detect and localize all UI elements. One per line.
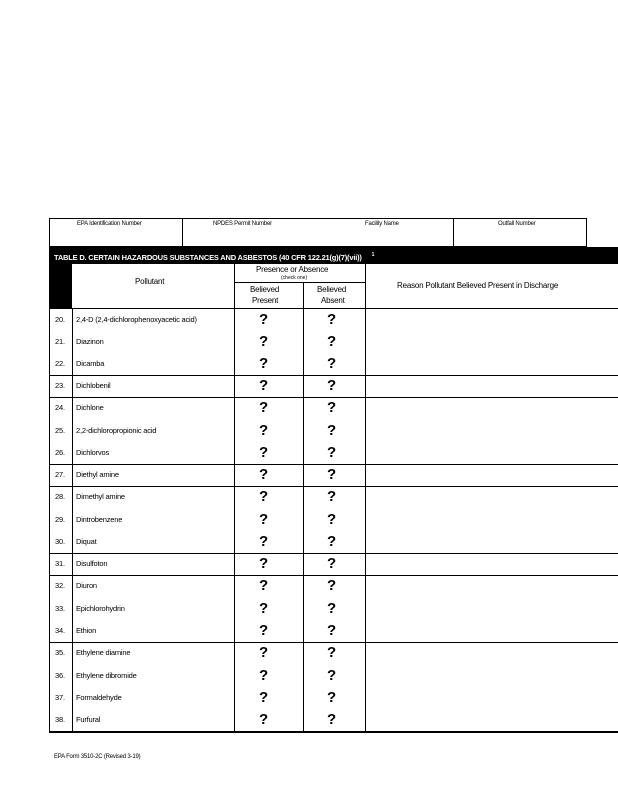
header-believed-present-2: Present: [252, 296, 279, 305]
table-row: [49, 709, 618, 731]
row-number: 21.: [55, 337, 65, 346]
believed-absent-checkbox[interactable]: ?: [327, 667, 336, 684]
table-row: [49, 331, 618, 353]
table-row: [49, 642, 618, 664]
pollutant-name: Diazinon: [76, 337, 104, 346]
row-number: 23.: [55, 381, 65, 390]
table-row: [49, 486, 618, 508]
row-number: 28.: [55, 492, 65, 501]
pollutant-name: Diethyl amine: [76, 470, 119, 479]
believed-absent-checkbox[interactable]: ?: [327, 555, 336, 572]
row-number: 35.: [55, 648, 65, 657]
table-header: [49, 264, 618, 309]
believed-absent-checkbox[interactable]: ?: [327, 488, 336, 505]
table-row: [49, 575, 618, 597]
pollutant-name: Ethion: [76, 626, 97, 635]
believed-present-checkbox[interactable]: ?: [259, 667, 268, 684]
pollutant-name: Epichlorohydrin: [76, 604, 125, 613]
pollutant-name: Dintrobenzene: [76, 515, 123, 524]
believed-present-checkbox[interactable]: ?: [259, 355, 268, 372]
pollutant-name: 2,4-D (2,4-dichlorophenoxyacetic acid): [76, 315, 197, 324]
believed-present-checkbox[interactable]: ?: [259, 711, 268, 728]
header-believed-present-1: Believed: [250, 285, 280, 294]
believed-present-checkbox[interactable]: ?: [259, 311, 268, 328]
pollutant-name: 2,2-dichloropropionic acid: [76, 426, 157, 435]
epa-id-field[interactable]: [50, 219, 182, 246]
table-bottom-border: [49, 731, 618, 733]
believed-absent-checkbox[interactable]: ?: [327, 311, 336, 328]
believed-absent-checkbox[interactable]: ?: [327, 355, 336, 372]
table-row: [49, 665, 618, 687]
header-check-one: (check one): [281, 275, 308, 281]
row-number: 33.: [55, 604, 65, 613]
header-believed-absent-1: Believed: [317, 285, 347, 294]
row-number: 32.: [55, 581, 65, 590]
believed-absent-checkbox[interactable]: ?: [327, 511, 336, 528]
header-presence-absence: Presence or Absence: [256, 265, 329, 274]
believed-absent-checkbox[interactable]: ?: [327, 377, 336, 394]
believed-absent-checkbox[interactable]: ?: [327, 577, 336, 594]
believed-absent-checkbox[interactable]: ?: [327, 622, 336, 639]
pollutant-name: Disulfoton: [76, 559, 108, 568]
pollutant-name: Dicamba: [76, 359, 105, 368]
believed-present-checkbox[interactable]: ?: [259, 644, 268, 661]
facility-label: Facility Name: [365, 221, 399, 227]
believed-absent-checkbox[interactable]: ?: [327, 466, 336, 483]
header-believed-absent-2: Absent: [321, 296, 345, 305]
header-divider: [234, 282, 365, 283]
believed-absent-checkbox[interactable]: ?: [327, 600, 336, 617]
believed-present-checkbox[interactable]: ?: [259, 600, 268, 617]
row-number: 38.: [55, 715, 65, 724]
pollutant-name: Ethylene dibromide: [76, 671, 137, 680]
pollutant-name: Dimethyl amine: [76, 492, 125, 501]
row-number: 26.: [55, 448, 65, 457]
believed-absent-checkbox[interactable]: ?: [327, 444, 336, 461]
table-row: [49, 509, 618, 531]
table-row: [49, 553, 618, 575]
header-divider: [303, 282, 304, 309]
table-row: [49, 420, 618, 442]
believed-absent-checkbox[interactable]: ?: [327, 533, 336, 550]
row-number: 22.: [55, 359, 65, 368]
believed-absent-checkbox[interactable]: ?: [327, 422, 336, 439]
title-footnote: 1: [371, 252, 375, 258]
row-number: 31.: [55, 559, 65, 568]
pollutant-name: Dichlorvos: [76, 448, 110, 457]
row-number: 34.: [55, 626, 65, 635]
pollutant-name: Ethylene diamine: [76, 648, 131, 657]
epa-id-label: EPA Identification Number: [77, 221, 142, 227]
believed-present-checkbox[interactable]: ?: [259, 488, 268, 505]
believed-absent-checkbox[interactable]: ?: [327, 644, 336, 661]
pollutant-name: Furfural: [76, 715, 101, 724]
believed-present-checkbox[interactable]: ?: [259, 466, 268, 483]
believed-present-checkbox[interactable]: ?: [259, 555, 268, 572]
table-row: [49, 397, 618, 419]
believed-absent-checkbox[interactable]: ?: [327, 711, 336, 728]
table-row: [49, 620, 618, 642]
pollutant-name: Diuron: [76, 581, 97, 590]
believed-present-checkbox[interactable]: ?: [259, 577, 268, 594]
believed-present-checkbox[interactable]: ?: [259, 377, 268, 394]
pollutant-name: Dichlobenil: [76, 381, 111, 390]
believed-absent-checkbox[interactable]: ?: [327, 399, 336, 416]
table-row: [49, 375, 618, 397]
believed-present-checkbox[interactable]: ?: [259, 444, 268, 461]
believed-present-checkbox[interactable]: ?: [259, 422, 268, 439]
believed-present-checkbox[interactable]: ?: [259, 511, 268, 528]
pollutant-name: Dichlone: [76, 403, 104, 412]
row-number: 30.: [55, 537, 65, 546]
pollutant-name: Diquat: [76, 537, 97, 546]
pollutant-name: Formaldehyde: [76, 693, 122, 702]
believed-present-checkbox[interactable]: ?: [259, 533, 268, 550]
header-pollutant: Pollutant: [135, 277, 165, 286]
believed-present-checkbox[interactable]: ?: [259, 689, 268, 706]
row-number: 29.: [55, 515, 65, 524]
table-row: [49, 687, 618, 709]
table-row: [49, 309, 618, 331]
outfall-label: Outfall Number: [498, 221, 536, 227]
table-row: [49, 598, 618, 620]
header-reason: Reason Pollutant Believed Present in Discharge: [397, 281, 559, 290]
row-number: 24.: [55, 403, 65, 412]
form-footer: EPA Form 3510-2C (Revised 3-19): [54, 754, 141, 760]
believed-present-checkbox[interactable]: ?: [259, 399, 268, 416]
row-number: 37.: [55, 693, 65, 702]
believed-present-checkbox[interactable]: ?: [259, 333, 268, 350]
table-row: [49, 464, 618, 486]
form-info-box: [49, 218, 587, 247]
table-row: [49, 531, 618, 553]
row-number: 20.: [55, 315, 65, 324]
npdes-field[interactable]: [183, 219, 453, 246]
row-number: 25.: [55, 426, 65, 435]
row-number: 27.: [55, 470, 65, 479]
row-number: 36.: [55, 671, 65, 680]
believed-absent-checkbox[interactable]: ?: [327, 689, 336, 706]
table-row: [49, 353, 618, 375]
believed-present-checkbox[interactable]: ?: [259, 622, 268, 639]
believed-absent-checkbox[interactable]: ?: [327, 333, 336, 350]
table-row: [49, 442, 618, 464]
outfall-field[interactable]: [454, 219, 586, 246]
table-title: TABLE D. CERTAIN HAZARDOUS SUBSTANCES AND ASBESTOS (40 CFR 122.21(g)(7)(vii)): [54, 252, 362, 262]
table-title-bar: [49, 247, 618, 264]
npdes-label: NPDES Permit Number: [213, 221, 272, 227]
header-number-column: [49, 264, 72, 309]
